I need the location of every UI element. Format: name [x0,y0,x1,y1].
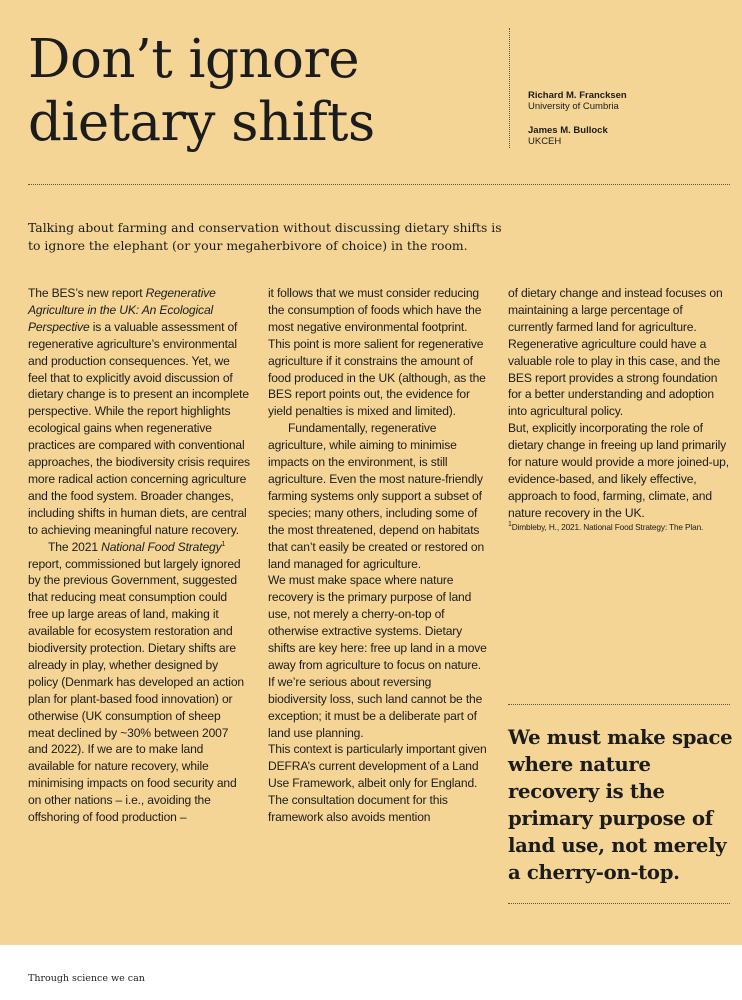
page-title: Don’t ignore dietary shifts [28,29,375,153]
paragraph: The 2021 National Food Strategy$^1$ report, commissioned but largely ignored by the previous Government, suggested that reducing meat consumption could free up large areas of land, making it available for ecosystem restoration and biodiversity protection. Dietary shifts are already in play, whether designed by policy (Denmark has developed an action plan for plant-based food innovation) or otherwise (UK consumption of sheep meat declined by ~30% between 2007 and 2022). If we are to make land available for nature recovery, while minimising impacts on food security and on other nations – i.e., avoiding the offshoring of food production – [28,539,244,825]
author-name: James M. Bullock [528,125,608,136]
pullquote-divider-top [508,704,730,705]
text-column-3 [508,285,730,532]
paragraph: This context is particularly important given DEFRA’s current development of a Land Use Framework, albeit only for England. The consultation document for this framework also avoids mention [268,742,487,825]
vertical-divider [509,28,510,148]
footnote: $^1$Dimbleby, H., 2021. National Food Strategy: The Plan. [508,520,704,532]
paragraph: it follows that we must consider reducing the consumption of foods which have the most negative environmental footprint. This point is more salient for regenerative agriculture if it constrains the amount of food produced in the UK (although, as the BES report points out, the evidence for yield penalties is mixed and limited). [268,286,486,419]
paragraph: Fundamentally, regenerative agriculture, while aiming to minimise impacts on the environment, is still agriculture. Even the most nature-friendly farming systems only support a subset of species; many others, including some of the most threatened, depend on habitats that can’t easily be created or restored on land managed for agriculture. [268,421,485,571]
author-list [528,90,627,160]
author-affiliation: UKCEH [528,136,562,147]
paragraph: The BES’s new report Regenerative Agriculture in the UK: An Ecological Perspective is a valuable assessment of regenerative agriculture’s environmental and production consequences. Yet, we feel that to explicitly avoid discussion of dietary change is to present an incomplete perspective. While the report highlights ecological gains when regenerative practices are compared with conventional approaches, the biodiversity crisis requires more radical action concerning agriculture and the food system. Broader changes, including shifts in human diets, are central to achieving meaningful nature recovery. [28,286,250,537]
author-1 [528,90,627,112]
author-2 [528,125,627,147]
header-divider [28,184,730,185]
standfirst: Talking about farming and conservation without discussing dietary shifts is to ignore the elephant (or your megaherbivore of choice) in the room. [28,220,502,253]
paragraph: We must make space where nature recovery is the primary purpose of land use, not merely a cherry-on-top of otherwise extractive systems. Dietary shifts are key here: free up land in a move away from agriculture to focus on nature. If we’re serious about reversing biodiversity loss, such land cannot be the exception; it must be a deliberate part of land use planning. [268,573,487,740]
author-name: Richard M. Francksen [528,90,627,101]
author-affiliation: University of Cumbria [528,101,619,112]
text-column-2 [268,285,490,826]
paragraph: of dietary change and instead focuses on maintaining a large percentage of currently farmed land for agriculture. Regenerative agriculture could have a valuable role to play in this case, and the BES report provides a strong foundation for a better understanding and adoption into agricultural policy. [508,286,723,419]
paragraph: But, explicitly incorporating the role of dietary change in freeing up land primarily for nature would provide a more joined-up, evidence-based, and likely effective, approach to food, farming, climate, and nature recovery in the UK. [508,421,729,520]
footnote-ref: 1 [221,540,226,548]
text-column-1 [28,285,250,826]
pullquote-divider-bottom [508,903,730,904]
pull-quote: We must make space where nature recovery is the primary purpose of land use, not merely a cherry-on-top. [508,726,733,884]
page-footer: Through science we can [28,973,145,984]
